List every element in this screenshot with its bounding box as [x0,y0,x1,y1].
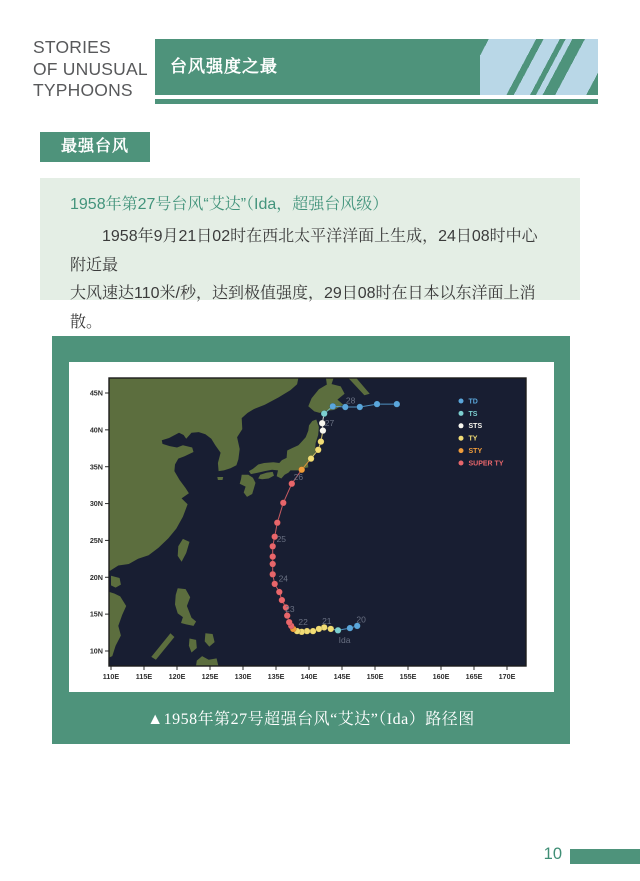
x-tick-label: 110E [102,672,120,681]
brand-text [33,37,163,102]
map-caption: ▲1958年第27号超强台风“艾达”（Ida）路径图 [147,711,475,728]
date-label: 22 [298,617,308,628]
figure-card [69,362,554,692]
legend-dot [459,448,464,453]
brand-line: STORIES [33,37,111,57]
x-tick-label: 170E [498,672,516,681]
diagonal-stripes-decoration [480,39,598,95]
x-tick-label: 115E [135,672,153,681]
y-tick-label: 30N [89,499,103,509]
track-point [270,553,276,559]
y-tick-label: 35N [89,462,103,472]
legend-dot [459,399,464,404]
track-point [320,427,326,433]
y-tick-label: 40N [89,425,103,435]
track-point [357,404,363,410]
section-header-bar [155,39,598,95]
track-point [347,625,353,631]
date-label: 23 [285,604,295,614]
info-body-line: 1958年9月21日02时在西北太平洋洋面上生成，24日08时中心附近最 [70,228,538,274]
typhoon-info-box [40,178,580,331]
date-label: 24 [278,573,289,584]
y-tick-label: 25N [89,536,103,546]
track-point [276,589,282,595]
legend-dot [459,461,464,466]
x-tick-label: 145E [333,672,351,681]
date-label: 26 [293,472,304,482]
legend-dot [459,411,464,416]
info-body-line: 大风速达110米/秒，达到极值强度，29日08时在日本以东洋面上消散。 [70,285,536,331]
legend-dot [459,436,464,441]
typhoon-track-map [69,362,554,692]
track-point [394,401,400,407]
x-tick-label: 140E [300,672,318,681]
legend-label: TS [468,410,478,418]
track-point [321,410,327,416]
track-point [270,543,276,549]
date-label: 27 [324,418,335,429]
page-number: 10 [543,845,562,863]
x-tick-label: 165E [465,672,483,681]
track-point [280,500,286,506]
brand-line: TYPHOONS [33,80,133,100]
track-point [328,626,334,632]
legend-label: TD [468,398,478,406]
x-tick-label: 155E [399,672,417,681]
header-rule [155,99,598,104]
track-point [330,403,336,409]
x-tick-label: 160E [432,672,450,681]
track-point [315,447,321,453]
brand-line: OF UNUSUAL [33,58,148,79]
track-point [335,627,341,633]
track-point [374,401,380,407]
y-tick-label: 15N [89,609,103,619]
date-label: 20 [356,614,366,625]
legend-label: STY [468,448,483,455]
x-tick-label: 125E [201,672,219,681]
x-tick-label: 135E [267,672,285,681]
track-point [286,619,292,625]
y-tick-label: 10N [89,646,103,656]
track-point [316,626,322,632]
track-point [308,455,314,461]
typhoon-info-body [70,223,540,337]
page-footer-bar [570,849,640,864]
date-label: 21 [322,615,332,626]
date-label: 28 [345,395,356,406]
strongest-typhoon-badge: 最强台风 [40,132,150,162]
track-point [310,628,316,634]
section-title: 台风强度之最 [170,57,278,76]
typhoon-info-title: 1958年第27号台风“艾达”（Ida，超强台风级） [70,196,389,213]
track-point [272,581,278,587]
track-point [270,561,276,567]
y-tick-label: 45N [89,388,103,398]
track-point [274,520,280,526]
date-label: 25 [276,533,287,544]
figure-panel [52,336,570,744]
legend-label: STS [468,423,483,431]
legend-dot [459,423,464,428]
x-tick-label: 150E [366,672,384,681]
track-point [270,571,276,577]
legend-label: TY [468,435,478,443]
y-tick-label: 20N [89,572,103,582]
x-tick-label: 130E [234,672,252,681]
legend-label: SUPER TY [468,460,504,468]
date-label: Ida [338,634,351,645]
x-tick-label: 120E [168,672,186,681]
track-point [279,597,285,603]
track-point [318,438,324,444]
